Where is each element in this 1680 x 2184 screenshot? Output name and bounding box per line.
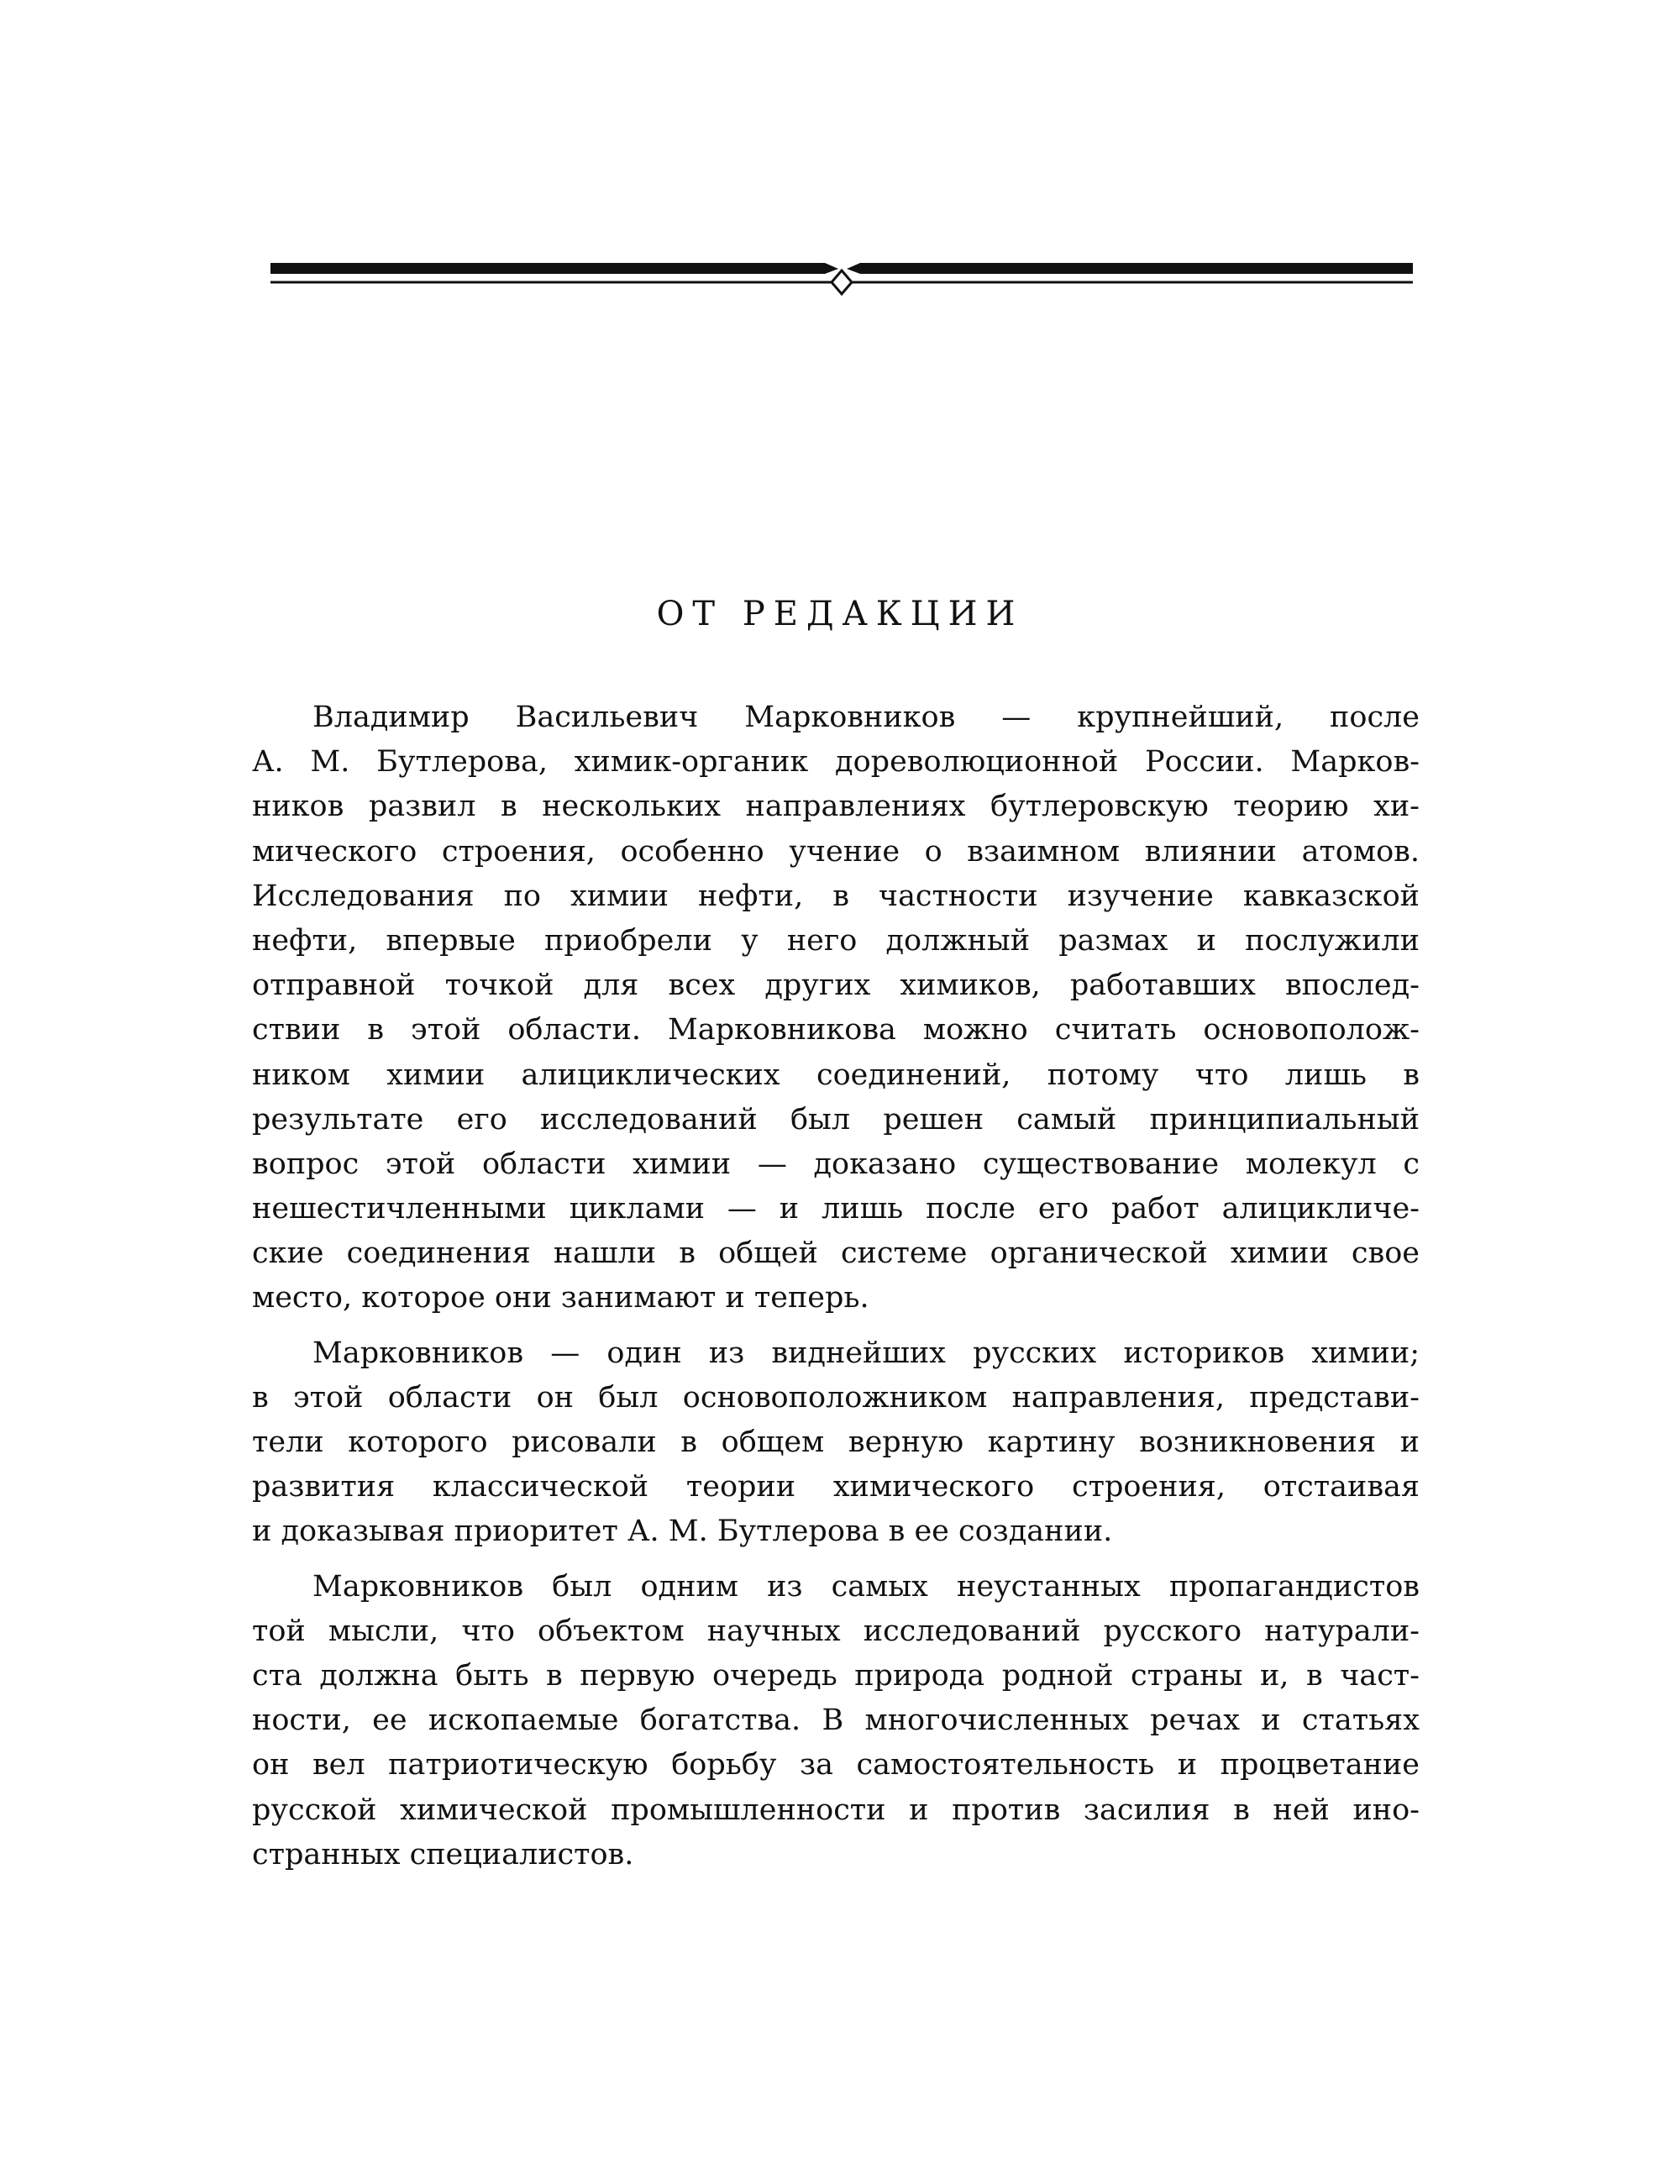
- header-ornament-rule: [270, 252, 1413, 302]
- paragraph-3: [252, 1565, 1420, 1877]
- paragraph-1: [252, 696, 1420, 1321]
- text-line: мического строения, особенно учение о взаимном влиянии атомов.: [252, 834, 1420, 869]
- text-line: А. М. Бутлерова, химик-органик дореволюционной России. Марков-: [252, 745, 1420, 780]
- text-line: нешестичленными циклами — и лишь после его работ алицикличе-: [252, 1192, 1420, 1226]
- page-title: ОТ РЕДАКЦИИ: [656, 595, 1024, 633]
- text-line: ности, ее ископаемые богатства. В многочисленных речах и статьях: [252, 1704, 1420, 1738]
- text-line: результате его исследований был решен самый принципиальный: [252, 1102, 1420, 1137]
- text-line: странных специалистов.: [252, 1837, 634, 1872]
- text-line: он вел патриотическую борьбу за самостоятельность и процветание: [252, 1748, 1420, 1782]
- text-line: место, которое они занимают и теперь.: [252, 1281, 869, 1315]
- paragraph-2: [252, 1331, 1420, 1555]
- text-line: русской химической промышленности и против засилия в ней ино-: [252, 1793, 1420, 1827]
- text-line: ские соединения нашли в общей системе органической химии свое: [252, 1236, 1420, 1271]
- text-line: развития классической теории химического строения, отстаивая: [252, 1470, 1420, 1504]
- text-line: ником химии алициклических соединений, потому что лишь в: [252, 1058, 1420, 1092]
- text-line: тели которого рисовали в общем верную картину возникновения и: [252, 1425, 1420, 1459]
- text-line: ствии в этой области. Марковникова можно считать основополож-: [252, 1013, 1420, 1047]
- text-line: той мысли, что объектом научных исследований русского натурали-: [252, 1614, 1420, 1648]
- text-line: Владимир Васильевич Марковников — крупнейший, после: [312, 701, 1420, 734]
- text-line: вопрос этой области химии — доказано существование молекул с: [252, 1147, 1420, 1181]
- text-line: Марковников — один из виднейших русских историков химии;: [312, 1336, 1420, 1370]
- text-line: ста должна быть в первую очередь природа родной страны и, в част-: [252, 1658, 1420, 1693]
- text-line: ников развил в нескольких направлениях бутлеровскую теорию хи-: [252, 790, 1420, 824]
- editorial-text: [252, 696, 1420, 1887]
- text-line: Исследования по химии нефти, в частности изучение кавказской: [252, 879, 1420, 913]
- text-line: Марковников был одним из самых неустанных пропагандистов: [312, 1569, 1420, 1604]
- text-line: отправной точкой для всех других химиков, работавших впослед-: [252, 969, 1420, 1003]
- text-line: и доказывая приоритет А. М. Бутлерова в ее создании.: [252, 1515, 1113, 1549]
- text-line: нефти, впервые приобрели у него должный размах и послужили: [252, 923, 1420, 958]
- text-line: в этой области он был основоположником направления, представи-: [252, 1380, 1420, 1415]
